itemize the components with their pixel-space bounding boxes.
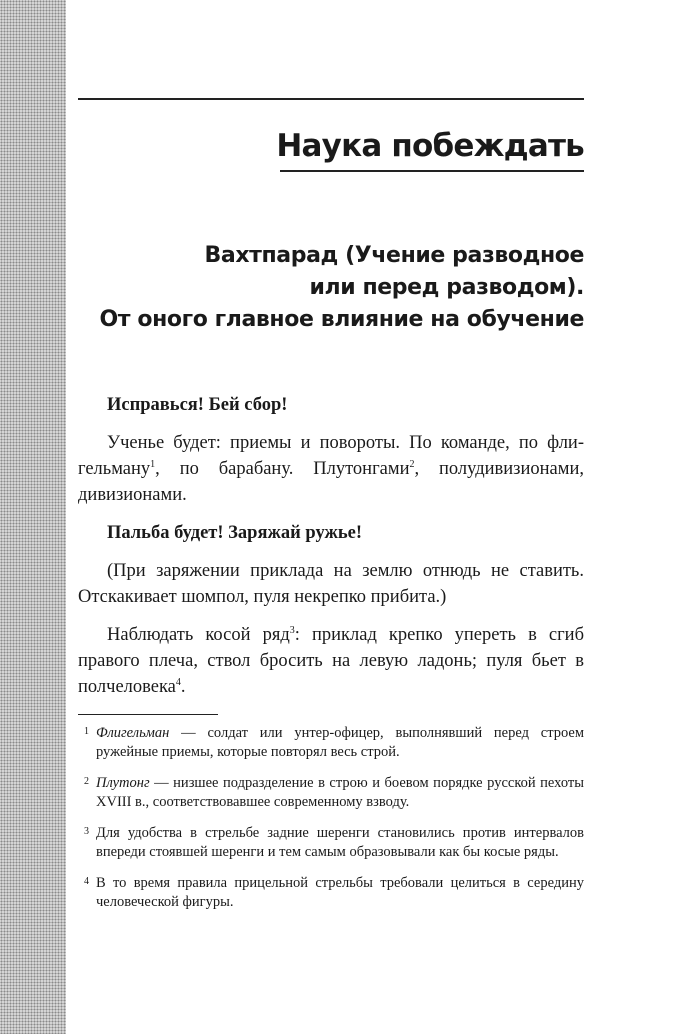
top-rule <box>78 98 584 100</box>
footnote-ref-1[interactable]: 1 <box>150 458 156 470</box>
section-title-line-3: От оного главное влияние на обучение <box>99 307 584 332</box>
section-title-line-1: Вахтпарад (Учение разводное <box>204 243 584 268</box>
footnote-ref-4[interactable]: 4 <box>175 676 181 688</box>
page-edge-texture <box>0 0 66 1034</box>
footnote-1 <box>78 724 584 762</box>
section-title <box>78 240 584 336</box>
paragraph-4: (При заряжении приклада на землю отнюдь не ставить. Отскакивает шомпол, пуля некрепко прибита.) <box>78 561 584 607</box>
footnote-number: 4 <box>84 876 89 887</box>
footnote-term: Флигельман <box>96 725 170 741</box>
footnote-3 <box>78 824 584 862</box>
footnote-term: Плутонг <box>96 775 150 791</box>
paragraph-1: Исправься! Бей сбор! <box>107 395 288 415</box>
paragraph-3: Пальба будет! Заряжай ружье! <box>107 523 363 543</box>
section-title-line-2: или перед разводом). <box>309 275 584 300</box>
footnote-2 <box>78 774 584 812</box>
footnote-number: 3 <box>84 826 89 837</box>
paragraph-5: Наблюдать косой ряд$^3$: приклад крепко упереть в сгиб правого плеча, ствол бросить на левую ладонь; пуля бьет в полчеловека$^4$. <box>78 624 584 697</box>
book-page <box>78 0 584 1034</box>
footnote-ref-3[interactable]: 3 <box>289 624 295 636</box>
footnote-text: Для удобства в стрельбе задние шеренги становились против интервалов впереди стоявшей шеренги и тем самым образовывали как бы косые ряды. <box>96 825 584 860</box>
footnote-ref-2[interactable]: 2 <box>409 458 415 470</box>
footnote-number: 1 <box>84 726 89 737</box>
footnote-4 <box>78 874 584 912</box>
chapter-title: Наука побеждать <box>276 128 584 164</box>
title-underline <box>280 170 584 172</box>
footnote-text: В то время правила прицельной стрельбы требовали целиться в середину человеческой фигуры. <box>96 875 584 910</box>
footnote-separator <box>78 714 218 715</box>
body-text <box>78 392 584 712</box>
footnote-text: — низшее подразделение в строю и боевом порядке русской пехоты XVIII в., соответствовавшее современному взводу. <box>96 775 584 810</box>
footnote-text: — солдат или унтер-офицер, выполнявший перед строем ружейные приемы, которые повторял весь строй. <box>96 725 584 760</box>
paragraph-2: Ученье будет: приемы и повороты. По команде, по фли- гельману$^1$, по барабану. Плутонгами$^2$, полудивизионами, дивизионами. <box>78 433 584 505</box>
footnotes <box>78 724 584 924</box>
footnote-number: 2 <box>84 776 89 787</box>
